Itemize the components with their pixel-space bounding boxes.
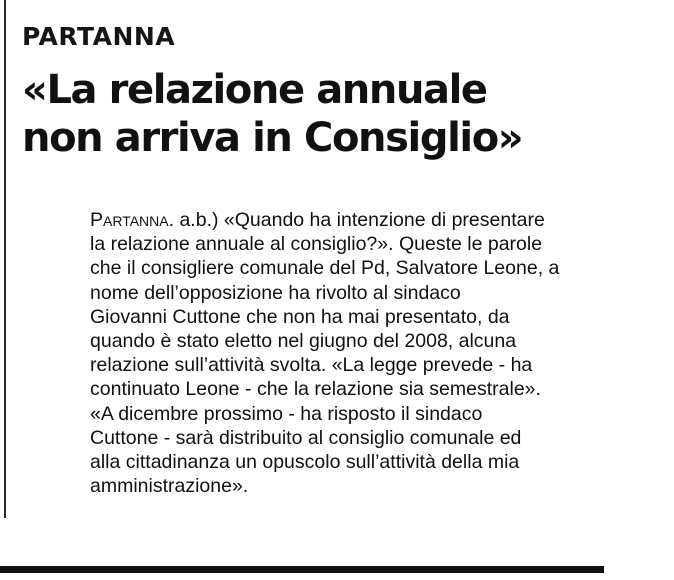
headline-line: non arriva in Consiglio» [22, 115, 523, 161]
bottom-rule [0, 566, 604, 573]
body-line: quando è stato eletto nel giugno del 2008, alcuna [90, 330, 517, 353]
body-line: la relazione annuale al consiglio?». Queste le parole [90, 233, 543, 256]
body-line: nome dell’opposizione ha rivolto al sindaco [90, 281, 461, 304]
body-first-line [90, 208, 650, 232]
body-line: Giovanni Cuttone che non ha mai presentato, da [90, 305, 510, 328]
dateline: Partanna [90, 209, 169, 231]
headline-line: «La relazione annuale [22, 67, 487, 113]
body-line: Cuttone - sarà distribuito al consiglio comunale ed [90, 426, 522, 449]
body-line: amministrazione». [90, 475, 249, 498]
byline-opening: . a.b.) «Quando ha intenzione di presentare [168, 209, 545, 231]
article-body [90, 208, 650, 498]
article-kicker: PARTANNA [22, 22, 176, 51]
body-line: relazione sull’attività svolta. «La legge prevede - ha [90, 354, 533, 377]
body-line: «A dicembre prossimo - ha risposto il sindaco [90, 402, 483, 425]
article-headline [22, 66, 662, 162]
body-line: che il consigliere comunale del Pd, Salvatore Leone, a [90, 257, 560, 280]
body-line: alla cittadinanza un opuscolo sull’attività della mia [90, 451, 520, 474]
column-left-rule [4, 0, 6, 518]
body-line: continuato Leone - che la relazione sia semestrale». [90, 378, 541, 401]
